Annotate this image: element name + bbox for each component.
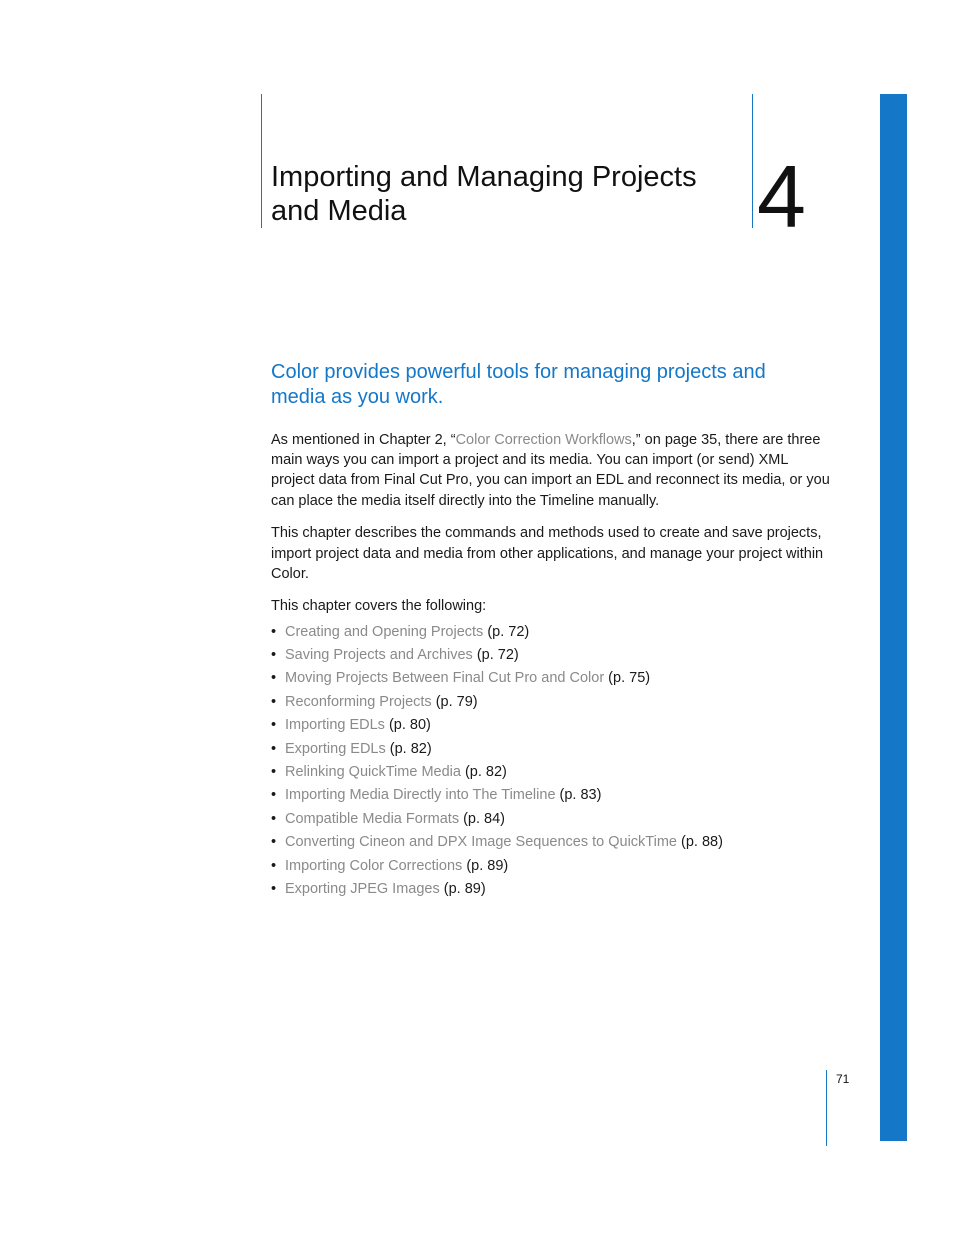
toc-link[interactable]: Importing EDLs	[285, 717, 385, 734]
paragraph-1-before: As mentioned in Chapter 2, “	[271, 432, 456, 448]
toc-item	[271, 831, 831, 854]
toc-link[interactable]: Compatible Media Formats	[285, 810, 460, 827]
chapter-rule-right	[752, 94, 753, 228]
toc-link[interactable]: Importing Media Directly into The Timeline	[285, 787, 556, 804]
toc-page: (p. 84)	[459, 810, 506, 827]
toc-link[interactable]: Converting Cineon and DPX Image Sequences to QuickTime	[285, 834, 677, 851]
toc-item	[271, 667, 831, 690]
toc-page: (p. 83)	[555, 787, 602, 804]
chapter-side-tab	[880, 94, 907, 1141]
bullet: •	[271, 693, 277, 710]
intro-heading: Color provides powerful tools for managing projects and media as you work.	[271, 361, 766, 408]
toc-item	[271, 878, 831, 901]
page-number-rule	[826, 1070, 827, 1146]
toc-item	[271, 784, 831, 807]
paragraph-1-after: ,” on page 35, there are three main ways you can import a project and its media. You can import (or send) XML project data from Final Cut Pro, you can import an EDL and reconnect its media, or you can place the media itself directly into the Timeline manually.	[271, 432, 830, 509]
toc-page: (p. 82)	[385, 740, 432, 757]
toc-item	[271, 714, 831, 737]
bullet: •	[271, 670, 277, 687]
chapter-contents-list	[271, 621, 831, 902]
chapter-rule-left	[261, 94, 262, 228]
toc-page: (p. 89)	[462, 857, 509, 874]
toc-page: (p. 88)	[676, 834, 723, 851]
toc-link[interactable]: Creating and Opening Projects	[285, 623, 484, 640]
link-color-correction-workflows[interactable]: Color Correction Workflows	[455, 432, 632, 448]
bullet: •	[271, 647, 277, 664]
toc-link[interactable]: Saving Projects and Archives	[285, 647, 473, 664]
bullet: •	[271, 834, 277, 851]
chapter-number: 4	[757, 147, 806, 246]
toc-item	[271, 738, 831, 761]
bullet: •	[271, 857, 277, 874]
bullet: •	[271, 763, 277, 780]
paragraph-1	[271, 430, 831, 511]
bullet: •	[271, 740, 277, 757]
toc-item	[271, 691, 831, 714]
paragraph-2: This chapter describes the commands and methods used to create and save projects, import project data and media from other applications, and manage your project within Color.	[271, 525, 824, 582]
body-text	[271, 430, 831, 901]
toc-link[interactable]: Relinking QuickTime Media	[285, 763, 461, 780]
toc-page: (p. 80)	[384, 717, 431, 734]
bullet: •	[271, 787, 277, 804]
toc-item	[271, 644, 831, 667]
chapter-title: Importing and Managing Projects and Media	[271, 161, 697, 227]
toc-page: (p. 82)	[460, 763, 507, 780]
bullet: •	[271, 717, 277, 734]
bullet: •	[271, 623, 277, 640]
toc-link[interactable]: Reconforming Projects	[285, 693, 432, 710]
paragraph-3: This chapter covers the following:	[271, 598, 487, 615]
toc-page: (p. 75)	[604, 670, 651, 687]
toc-item	[271, 855, 831, 878]
toc-page: (p. 72)	[483, 623, 530, 640]
toc-page: (p. 79)	[431, 693, 478, 710]
toc-page: (p. 89)	[439, 880, 486, 897]
toc-item	[271, 808, 831, 831]
toc-link[interactable]: Exporting JPEG Images	[285, 880, 440, 897]
toc-item	[271, 621, 831, 644]
toc-link[interactable]: Importing Color Corrections	[285, 857, 463, 874]
toc-page: (p. 72)	[472, 647, 519, 664]
toc-item	[271, 761, 831, 784]
page-number: 71	[836, 1072, 850, 1086]
bullet: •	[271, 810, 277, 827]
bullet: •	[271, 880, 277, 897]
toc-link[interactable]: Moving Projects Between Final Cut Pro and Color	[285, 670, 605, 687]
toc-link[interactable]: Exporting EDLs	[285, 740, 386, 757]
